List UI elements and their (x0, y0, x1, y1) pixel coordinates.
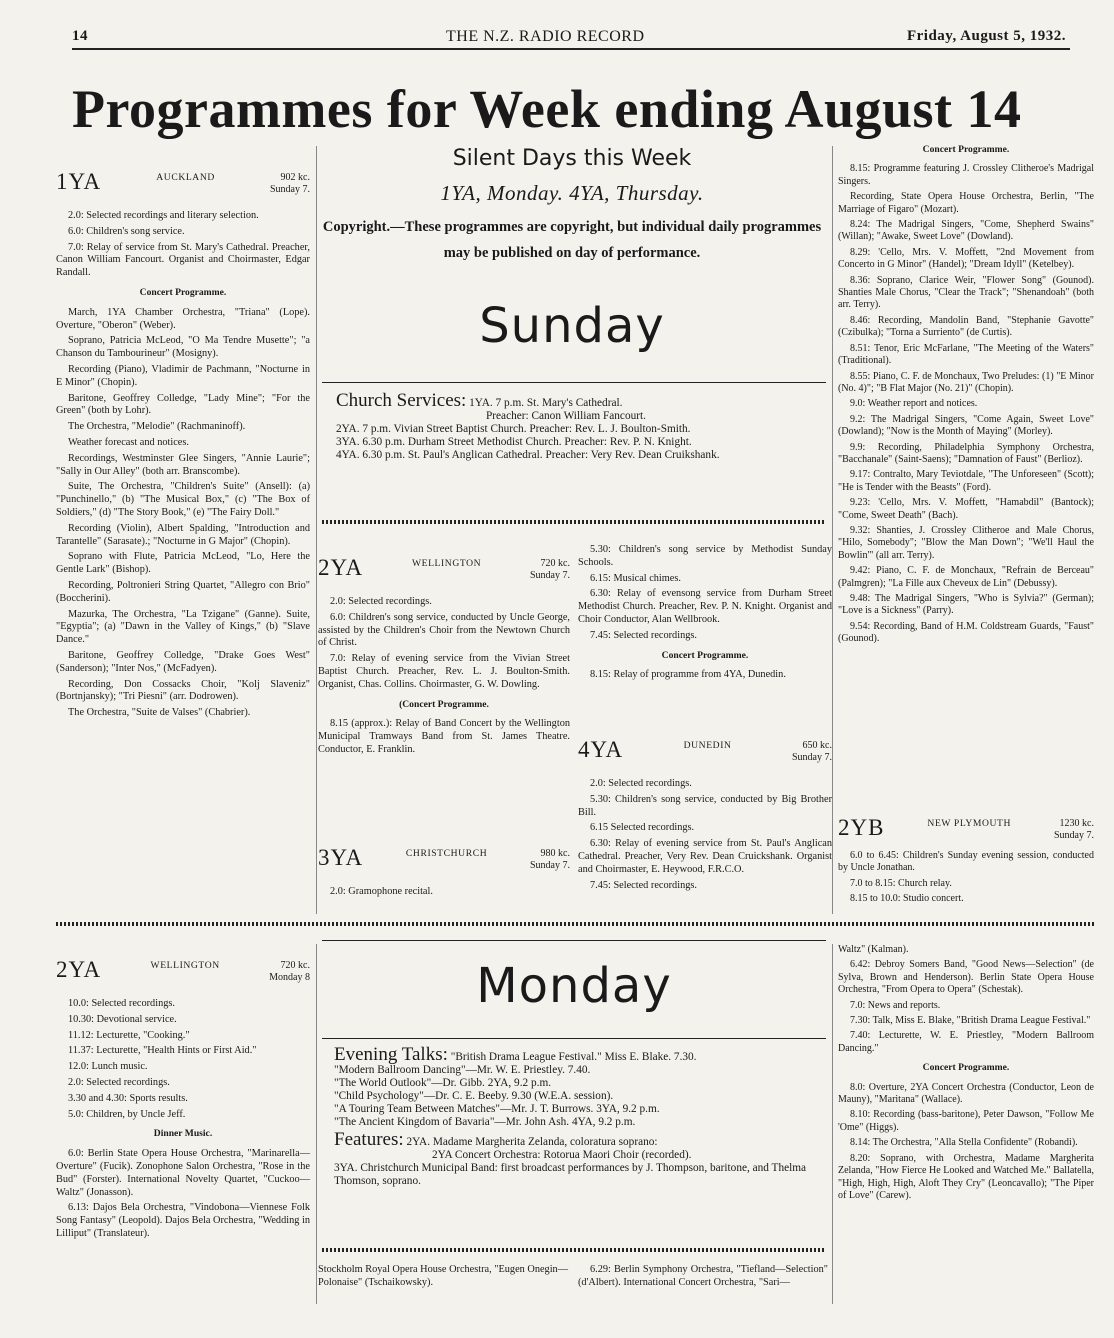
column-rule (316, 944, 317, 1304)
list-item: 2.0: Selected recordings and literary selection. (68, 210, 259, 221)
station-city: WELLINGTON (150, 960, 220, 971)
church-line: 3YA. 6.30 p.m. Durham Street Methodist Church. Preacher: Rev. P. N. Knight. (336, 436, 692, 448)
station-call: 2YA (318, 555, 364, 580)
feature-line: 2YA. Madame Margherita Zelanda, coloratura soprano: (406, 1136, 658, 1148)
list-item: Stockholm Royal Opera House Orchestra, "Eugen Onegin—Polonaise" (Tschaikowsky). (318, 1264, 568, 1288)
station-kc: 1230 kc. (1059, 818, 1094, 829)
list-item: Recording, Poltronieri String Quartet, "Allegro con Brio" (Boccherini). (56, 579, 310, 604)
station-3ya-continued (578, 544, 832, 685)
talk-line: "A Touring Team Between Matches"—Mr. J. T. Burrows. 3YA, 9.2 p.m. (334, 1103, 660, 1115)
list-item: 7.40: Lecturette, W. E. Priestley, "Modern Ballroom Dancing." (838, 1030, 1094, 1054)
station-day: Monday 8 (269, 972, 310, 983)
silent-days-box (322, 146, 822, 266)
divider (322, 382, 826, 383)
list-item: 9.0: Weather report and notices. (850, 398, 978, 410)
list-item: Soprano, Patricia McLeod, "O Ma Tendre Musette"; "a Chanson du Tambourineur" (Mosigny). (56, 335, 310, 360)
list-item: Recording, State Opera House Orchestra, Berlin, "The Marriage of Figaro" (Mozart). (838, 191, 1094, 215)
monday-middle-left (318, 1264, 568, 1293)
divider (322, 940, 826, 941)
station-day: Sunday 7. (791, 752, 832, 763)
list-item: 6.15: Musical chimes. (590, 572, 681, 584)
list-item: 8.46: Recording, Mandolin Band, "Stephanie Gavotte" (Czibulka); "Torna a Surriento" (de Curtis). (838, 314, 1094, 339)
list-item: 9.2: The Madrigal Singers, "Come Again, Sweet Love" (Dowland); "Now is the Month of Maying" (Morley). (838, 413, 1094, 438)
list-item: 6.42: Debroy Somers Band, "Good News—Selection" (de Sylva, Brown and Henderson). Berlin State Opera House Orchestra, "From Opera to Opera" (Schestak). (838, 959, 1094, 996)
talk-line: "Child Psychology"—Dr. C. E. Beeby. 9.30 (W.E.A. session). (334, 1090, 614, 1102)
dotted-rule (322, 1248, 826, 1252)
station-call: 2YB (838, 815, 885, 840)
dotted-rule (322, 520, 826, 524)
column-rule (832, 146, 833, 914)
list-item: March, 1YA Chamber Orchestra, "Triana" (Lope). Overture, "Oberon" (Weber). (56, 306, 310, 331)
list-item: 7.0: Relay of evening service from the Vivian Street Baptist Church. Preacher, Rev. L. J. Boulton-Smith. Organist, Chas. Collins. Choirmaster, G. W. Dowling. (318, 653, 570, 690)
dotted-rule (56, 922, 1096, 926)
station-day: Sunday 7. (270, 184, 310, 195)
list-item: 6.0: Children's song service. (68, 225, 185, 237)
list-item: 10.30: Devotional service. (68, 1013, 177, 1025)
list-item: Soprano with Flute, Patricia McLeod, "Lo, Here the Gentle Lark" (Bishop). (56, 551, 310, 576)
list-item: 11.12: Lecturette, "Cooking." (68, 1029, 190, 1041)
church-lead: Church Services: (336, 390, 467, 411)
list-item: 10.0: Selected recordings. (68, 998, 175, 1009)
list-item: 6.29: Berlin Symphony Orchestra, "Tiefland—Selection" (d'Albert). International Concert Orchestra, "Sari— (578, 1264, 828, 1288)
list-item: 9.48: The Madrigal Singers, "Who is Sylvia?" (German); "Love is a Sickness" (Parry). (838, 593, 1094, 617)
monday-middle-right (578, 1264, 828, 1293)
header-rule (72, 48, 1070, 50)
list-item: 2.0: Selected recordings. (330, 596, 432, 607)
station-day: Sunday 7. (1054, 830, 1094, 841)
list-item: 11.37: Lecturette, "Health Hints or First Aid." (68, 1045, 257, 1057)
copyright-notice: Copyright.—These programmes are copyright, but individual daily programmes may be published on day of performance. (322, 219, 822, 261)
station-city: DUNEDIN (683, 740, 732, 751)
list-item: Weather forecast and notices. (68, 436, 189, 448)
list-item: Suite, The Orchestra, "Children's Suite" (Ansell): (a) "Punchinello," (b) "The Musical Box," (c) "The Box of Soldiers," (d) "The Story Book," (e) "The Fairy Doll." (56, 481, 310, 518)
church-line: Preacher: Canon William Fancourt. (486, 410, 646, 422)
church-line: 2YA. 7 p.m. Vivian Street Baptist Church. Preacher: Rev. L. J. Boulton-Smith. (336, 423, 691, 435)
list-item: 7.0 to 8.15: Church relay. (850, 877, 952, 889)
station-city: CHRISTCHURCH (405, 848, 488, 859)
section-heading: Dinner Music. (153, 1128, 213, 1140)
list-item: 8.15: Relay of programme from 4YA, Dunedin. (590, 669, 786, 681)
church-line: 1YA. 7 p.m. St. Mary's Cathedral. (469, 397, 623, 409)
list-item: 8.14: The Orchestra, "Alla Stella Confidente" (Robandi). (850, 1137, 1078, 1149)
page-number: 14 (72, 28, 88, 44)
station-2ya-monday (56, 958, 310, 1244)
talks-lead: Evening Talks: (334, 1044, 448, 1065)
list-item: 8.15 to 10.0: Studio concert. (850, 893, 964, 905)
station-1ya-sunday (56, 170, 310, 723)
list-item: The Orchestra, "Suite de Valses" (Chabrier). (68, 707, 251, 719)
list-item: 8.24: The Madrigal Singers, "Come, Shepherd Swains" (Willan); "Awake, Sweet Love" (Dowland). (838, 219, 1094, 243)
silent-days: 1YA, Monday. 4YA, Thursday. (440, 181, 704, 205)
list-item: 6.30: Relay of evensong service from Durham Street Methodist Church. Preacher, Rev. P. N. Knight. Organist and Choir Conductor, Alan Wellbrook. (578, 588, 832, 625)
list-item: Recording (Piano), Vladimir de Pachmann, "Nocturne in E Minor" (Chopin). (56, 363, 310, 388)
list-item: 8.20: Soprano, with Orchestra, Madame Margherita Zelanda, "How Fierce He Looked and Watched Me." Ballatella, "High, High, High, Aloft They Cry" (Leoncavallo); "The Piper of Love" (Carew). (838, 1152, 1094, 1201)
list-item: 6.0: Children's song service, conducted by Uncle George, assisted by the Children's Choir from the Newtown Church of Christ. (318, 611, 570, 649)
list-item: Mazurka, The Orchestra, "La Tzigane" (Ganne). Suite, "Egyptia"; (a) "Dawn in the Valley of Kings," (b) "Slave Dance." (56, 608, 310, 646)
station-city: NEW PLYMOUTH (927, 818, 1012, 829)
station-3ya-sunday (318, 846, 570, 902)
station-kc: 902 kc. (280, 172, 310, 183)
list-item: Recordings, Westminster Glee Singers, "Annie Laurie"; "Sally in Our Alley" (both arr. Branscombe). (56, 452, 310, 477)
issue-date: Friday, August 5, 1932. (906, 28, 1066, 44)
church-services (336, 390, 816, 462)
column-rule (832, 944, 833, 1304)
station-kc: 650 kc. (802, 740, 832, 751)
station-day: Sunday 7. (530, 570, 570, 581)
day-heading-sunday: Sunday (479, 298, 665, 354)
list-item: Recording, Don Cossacks Choir, "Kolj Slaveniz" (Bortnjansky); "Tri Piesni" (arr. Dodrowen). (56, 678, 310, 703)
divider (322, 1038, 826, 1039)
station-4ya-sunday (578, 738, 832, 895)
list-item: 8.29: 'Cello, Mrs. V. Moffett, "2nd Movement from Concerto in G Minor" (Handel); "Dream Idyll" (Ketelbey). (838, 246, 1094, 271)
headline: Programmes for Week ending August 14 (72, 79, 1022, 139)
station-day: Sunday 7. (529, 860, 570, 871)
station-call: 2YA (56, 957, 102, 982)
section-heading: (Concert Programme. (399, 698, 489, 710)
talk-line: "The World Outlook"—Dr. Gibb. 2YA, 9.2 p.m. (334, 1077, 552, 1089)
evening-talks (334, 1044, 818, 1188)
station-call: 4YA (578, 737, 624, 762)
list-item: 8.0: Overture, 2YA Concert Orchestra (Conductor, Leon de Mauny), "Maritana" (Wallace). (838, 1081, 1094, 1106)
section-heading: Concert Programme. (922, 1062, 1010, 1074)
list-item: The Orchestra, "Melodie" (Rachmaninoff). (68, 421, 246, 433)
list-item: 7.45: Selected recordings. (590, 879, 697, 891)
section-heading: Concert Programme. (661, 649, 749, 661)
list-item: 7.45: Selected recordings. (590, 629, 697, 641)
list-item: 6.15 Selected recordings. (590, 822, 695, 834)
list-item: 3.30 and 4.30: Sports results. (68, 1092, 188, 1104)
talk-line: "The Ancient Kingdom of Bavaria"—Mr. John Ash. 4YA, 9.2 p.m. (334, 1116, 636, 1128)
monday-right-column (838, 944, 1094, 1205)
station-2ya-sunday (318, 556, 570, 760)
list-item: 9.42: Piano, C. F. de Monchaux, "Refrain de Berceau" (Palmgren); "La Fille aux Cheveux de Lin" (Debussy). (838, 565, 1094, 589)
station-city: AUCKLAND (156, 172, 215, 183)
list-item: 2.0: Gramophone recital. (330, 886, 433, 897)
list-item: 7.0: News and reports. (850, 999, 941, 1011)
section-heading: Concert Programme. (139, 286, 227, 298)
list-item: 8.51: Tenor, Eric McFarlane, "The Meeting of the Waters" (Traditional). (838, 342, 1094, 367)
station-call: 1YA (56, 169, 102, 194)
station-kc: 720 kc. (280, 960, 310, 971)
list-item: 2.0: Selected recordings. (68, 1076, 170, 1088)
talk-line: "British Drama League Festival." Miss E. Blake. 7.30. (450, 1051, 697, 1063)
station-kc: 720 kc. (540, 558, 570, 569)
station-2yb-sunday (838, 816, 1094, 909)
station-4ya-concert (838, 144, 1094, 649)
church-line: 4YA. 6.30 p.m. St. Paul's Anglican Cathedral. Preacher: Very Rev. Dean Cruikshank. (336, 449, 720, 461)
list-item: 9.23: 'Cello, Mrs. V. Moffett, "Hamabdil" (Bantock); "Come, Sweet Death" (Bach). (838, 497, 1094, 521)
list-item: 5.30: Children's song service, conducted by Big Brother Bill. (578, 793, 832, 818)
silent-title: Silent Days this Week (452, 146, 692, 171)
station-kc: 980 kc. (540, 848, 570, 859)
list-item: Recording (Violin), Albert Spalding, "Introduction and Tarantelle" (Sarasate).; "Nocturne in G Major" (Chopin). (56, 522, 310, 547)
features-lead: Features: (334, 1129, 404, 1150)
list-item: 9.9: Recording, Philadelphia Symphony Orchestra, "Bacchanale" (Saint-Saens); "Damnation of Faust" (Berlioz). (838, 441, 1094, 465)
list-item: 8.15: Programme featuring J. Crossley Clitheroe's Madrigal Singers. (838, 163, 1094, 187)
list-item: Baritone, Geoffrey Colledge, "Lady Mine"; "For the Green" (both by Lohr). (56, 392, 310, 417)
talk-line: "Modern Ballroom Dancing"—Mr. W. E. Priestley. 7.40. (334, 1064, 591, 1076)
station-call: 3YA (318, 845, 364, 870)
station-city: WELLINGTON (411, 558, 482, 569)
list-item: 9.54: Recording, Band of H.M. Coldstream Guards, "Faust" (Gounod). (838, 620, 1094, 645)
day-heading-monday: Monday (476, 958, 672, 1014)
section-heading: Concert Programme. (922, 144, 1010, 155)
list-item: 9.32: Shanties, J. Crossley Clitheroe and Male Chorus, "Hilo, Somebody"; "Blow the Man Down"; "We'll Haul the Bowlin'" (all arr. Terry). (838, 524, 1094, 561)
list-item: 7.0: Relay of service from St. Mary's Cathedral. Preacher, Canon William Fancourt. Organist and Choirmaster, Edgar Randall. (56, 241, 310, 279)
list-item: 5.0: Children, by Uncle Jeff. (68, 1108, 186, 1120)
list-item: 8.10: Recording (bass-baritone), Peter Dawson, "Follow Me 'Ome" (Higgs). (838, 1109, 1094, 1133)
list-item: 8.55: Piano, C. F. de Monchaux, Two Preludes: (1) "E Minor (No. 4)"; "B Flat Major (No. 21)" (Chopin). (838, 370, 1094, 394)
list-item: 6.30: Relay of evening service from St. Paul's Anglican Cathedral. Preacher, Very Rev. Dean Cruickshank. Organist and Choirmaster, E. Heywood, F.R.C.O. (578, 838, 832, 875)
list-item: Waltz" (Kalman). (838, 944, 909, 955)
feature-line: 3YA. Christchurch Municipal Band: first broadcast performances by J. Thompson, baritone, and Thelma Thomson, soprano. (334, 1162, 807, 1187)
list-item: 12.0: Lunch music. (68, 1061, 148, 1073)
list-item: 6.13: Dajos Bela Orchestra, "Vindobona—Viennese Folk Song Fantasy" (Leopold). Dajos Bela Orchestra, "Wedding in Lilliput" (Translateur). (56, 1202, 310, 1239)
list-item: 9.17: Contralto, Mary Teviotdale, "The Unforeseen" (Scott); "He is Tender with the Beasts" (Ford). (838, 469, 1094, 493)
list-item: 6.0 to 6.45: Children's Sunday evening session, conducted by Uncle Jonathan. (838, 850, 1094, 874)
list-item: 8.15 (approx.): Relay of Band Concert by the Wellington Municipal Tramways Band from St. James Theatre. Conductor, E. Franklin. (318, 718, 570, 755)
column-rule (316, 146, 317, 914)
list-item: 6.0: Berlin State Opera House Orchestra, "Marinarella—Overture" (Fucik). Zonophone Salon Orchestra, "Rose in the Bud" (Forster). International Novelty Quartet, "Cuckoo—Waltz" (Jonasson). (56, 1148, 310, 1198)
list-item: 5.30: Children's song service by Methodist Sunday Schools. (578, 544, 832, 568)
feature-line: 2YA Concert Orchestra: Rotorua Maori Choir (recorded). (432, 1149, 692, 1161)
list-item: 2.0: Selected recordings. (590, 778, 692, 789)
list-item: 8.36: Soprano, Clarice Weir, "Flower Song" (Gounod). Shanties Male Chorus, "Clear the Track"; "Shenandoah" (both arr. Terry). (838, 274, 1094, 311)
list-item: 7.30: Talk, Miss E. Blake, "British Drama League Festival." (850, 1015, 1091, 1027)
list-item: Baritone, Geoffrey Colledge, "Drake Goes West" (Sanderson); "Inter Nos," (McFadyen). (56, 649, 310, 674)
publication-title: THE N.Z. RADIO RECORD (446, 28, 645, 45)
